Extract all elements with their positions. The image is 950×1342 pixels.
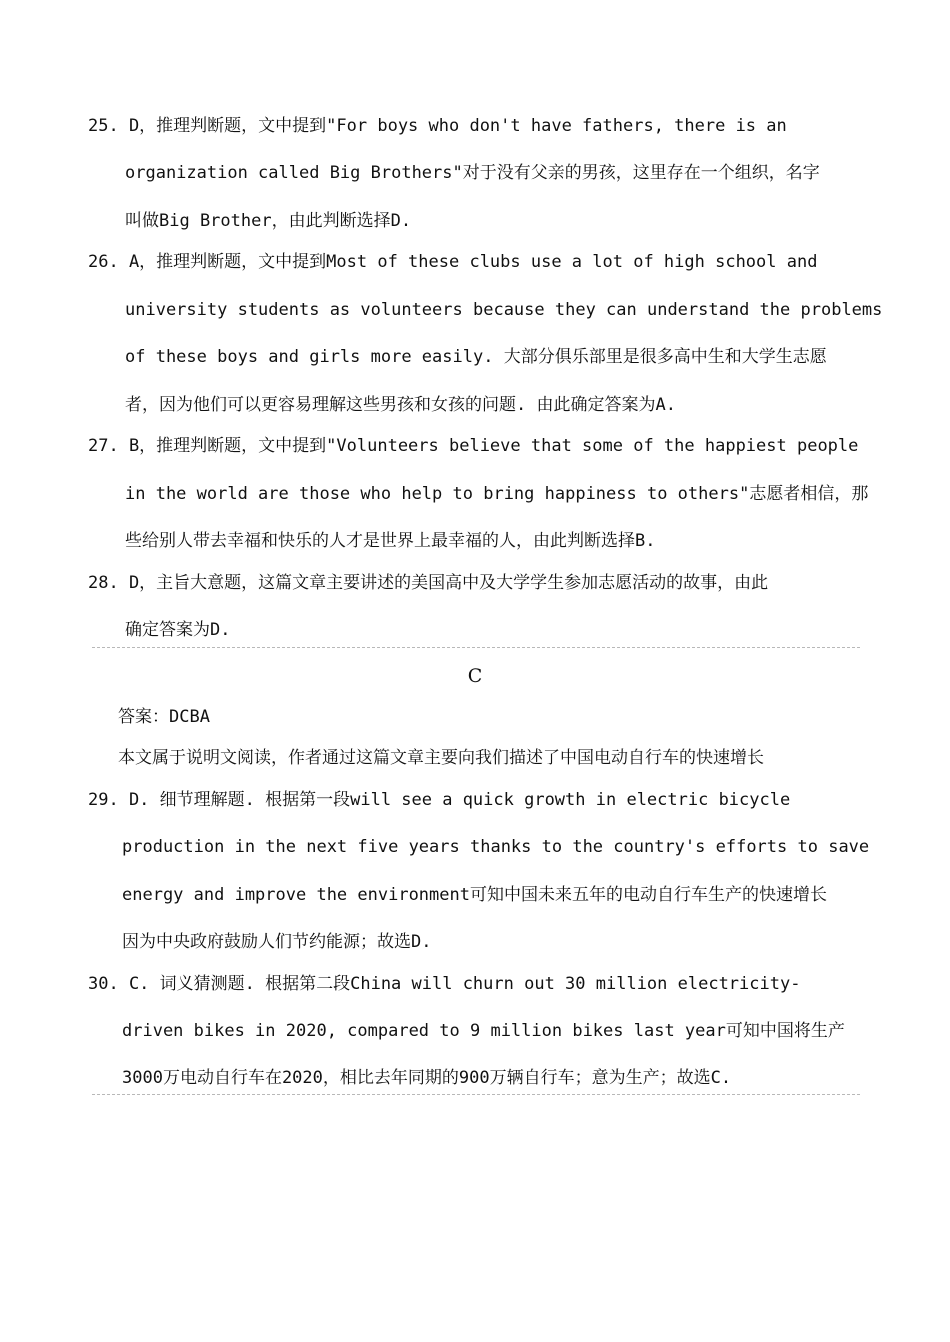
answer-27-line-3: 些给别人带去幸福和快乐的人才是世界上最幸福的人，由此判断选择B. — [125, 531, 656, 551]
answer-29-line-4: 因为中央政府鼓励人们节约能源；故选D. — [122, 932, 432, 952]
answer-26-line-1: 26. A，推理判断题，文中提到Most of these clubs use a lot of high school and — [88, 252, 818, 272]
section-c-heading: C — [467, 665, 483, 687]
answer-26-line-2: university students as volunteers because they can understand the problems — [125, 300, 883, 320]
answer-27-line-2: in the world are those who help to bring happiness to others"志愿者相信，那 — [125, 484, 869, 504]
answer-26-line-3: of these boys and girls more easily. 大部分俱乐部里是很多高中生和大学生志愿 — [125, 347, 827, 367]
answer-25-line-2: organization called Big Brothers"对于没有父亲的男孩，这里存在一个组织，名字 — [125, 163, 820, 183]
answer-25-line-1: 25. D，推理判断题，文中提到"For boys who don't have fathers, there is an — [88, 116, 787, 136]
answer-27-line-1: 27. B，推理判断题，文中提到"Volunteers believe that some of the happiest people — [88, 436, 859, 456]
section-divider-top — [92, 647, 860, 648]
answer-30-line-3: 3000万电动自行车在2020，相比去年同期的900万辆自行车；意为生产；故选C. — [122, 1068, 732, 1088]
answer-29-line-2: production in the next five years thanks to the country's efforts to save — [122, 837, 870, 857]
answer-29-line-1: 29. D. 细节理解题. 根据第一段will see a quick growth in electric bicycle — [88, 790, 791, 810]
answer-25-line-3: 叫做Big Brother，由此判断选择D. — [125, 211, 412, 231]
section-divider-bottom — [92, 1094, 860, 1095]
section-c-summary: 本文属于说明文阅读，作者通过这篇文章主要向我们描述了中国电动自行车的快速增长 — [118, 748, 764, 768]
answer-26-line-4: 者，因为他们可以更容易理解这些男孩和女孩的问题. 由此确定答案为A. — [125, 395, 676, 415]
answer-30-line-2: driven bikes in 2020, compared to 9 million bikes last year可知中国将生产 — [122, 1021, 845, 1041]
answer-30-line-1: 30. C. 词义猜测题. 根据第二段China will churn out 30 million electricity- — [88, 974, 801, 994]
answer-28-line-2: 确定答案为D. — [125, 620, 231, 640]
answer-29-line-3: energy and improve the environment可知中国未来五年的电动自行车生产的快速增长 — [122, 885, 827, 905]
answer-28-line-1: 28. D，主旨大意题，这篇文章主要讲述的美国高中及大学学生参加志愿活动的故事，由此 — [88, 573, 769, 593]
section-c-answer-key: 答案：DCBA — [118, 707, 210, 727]
